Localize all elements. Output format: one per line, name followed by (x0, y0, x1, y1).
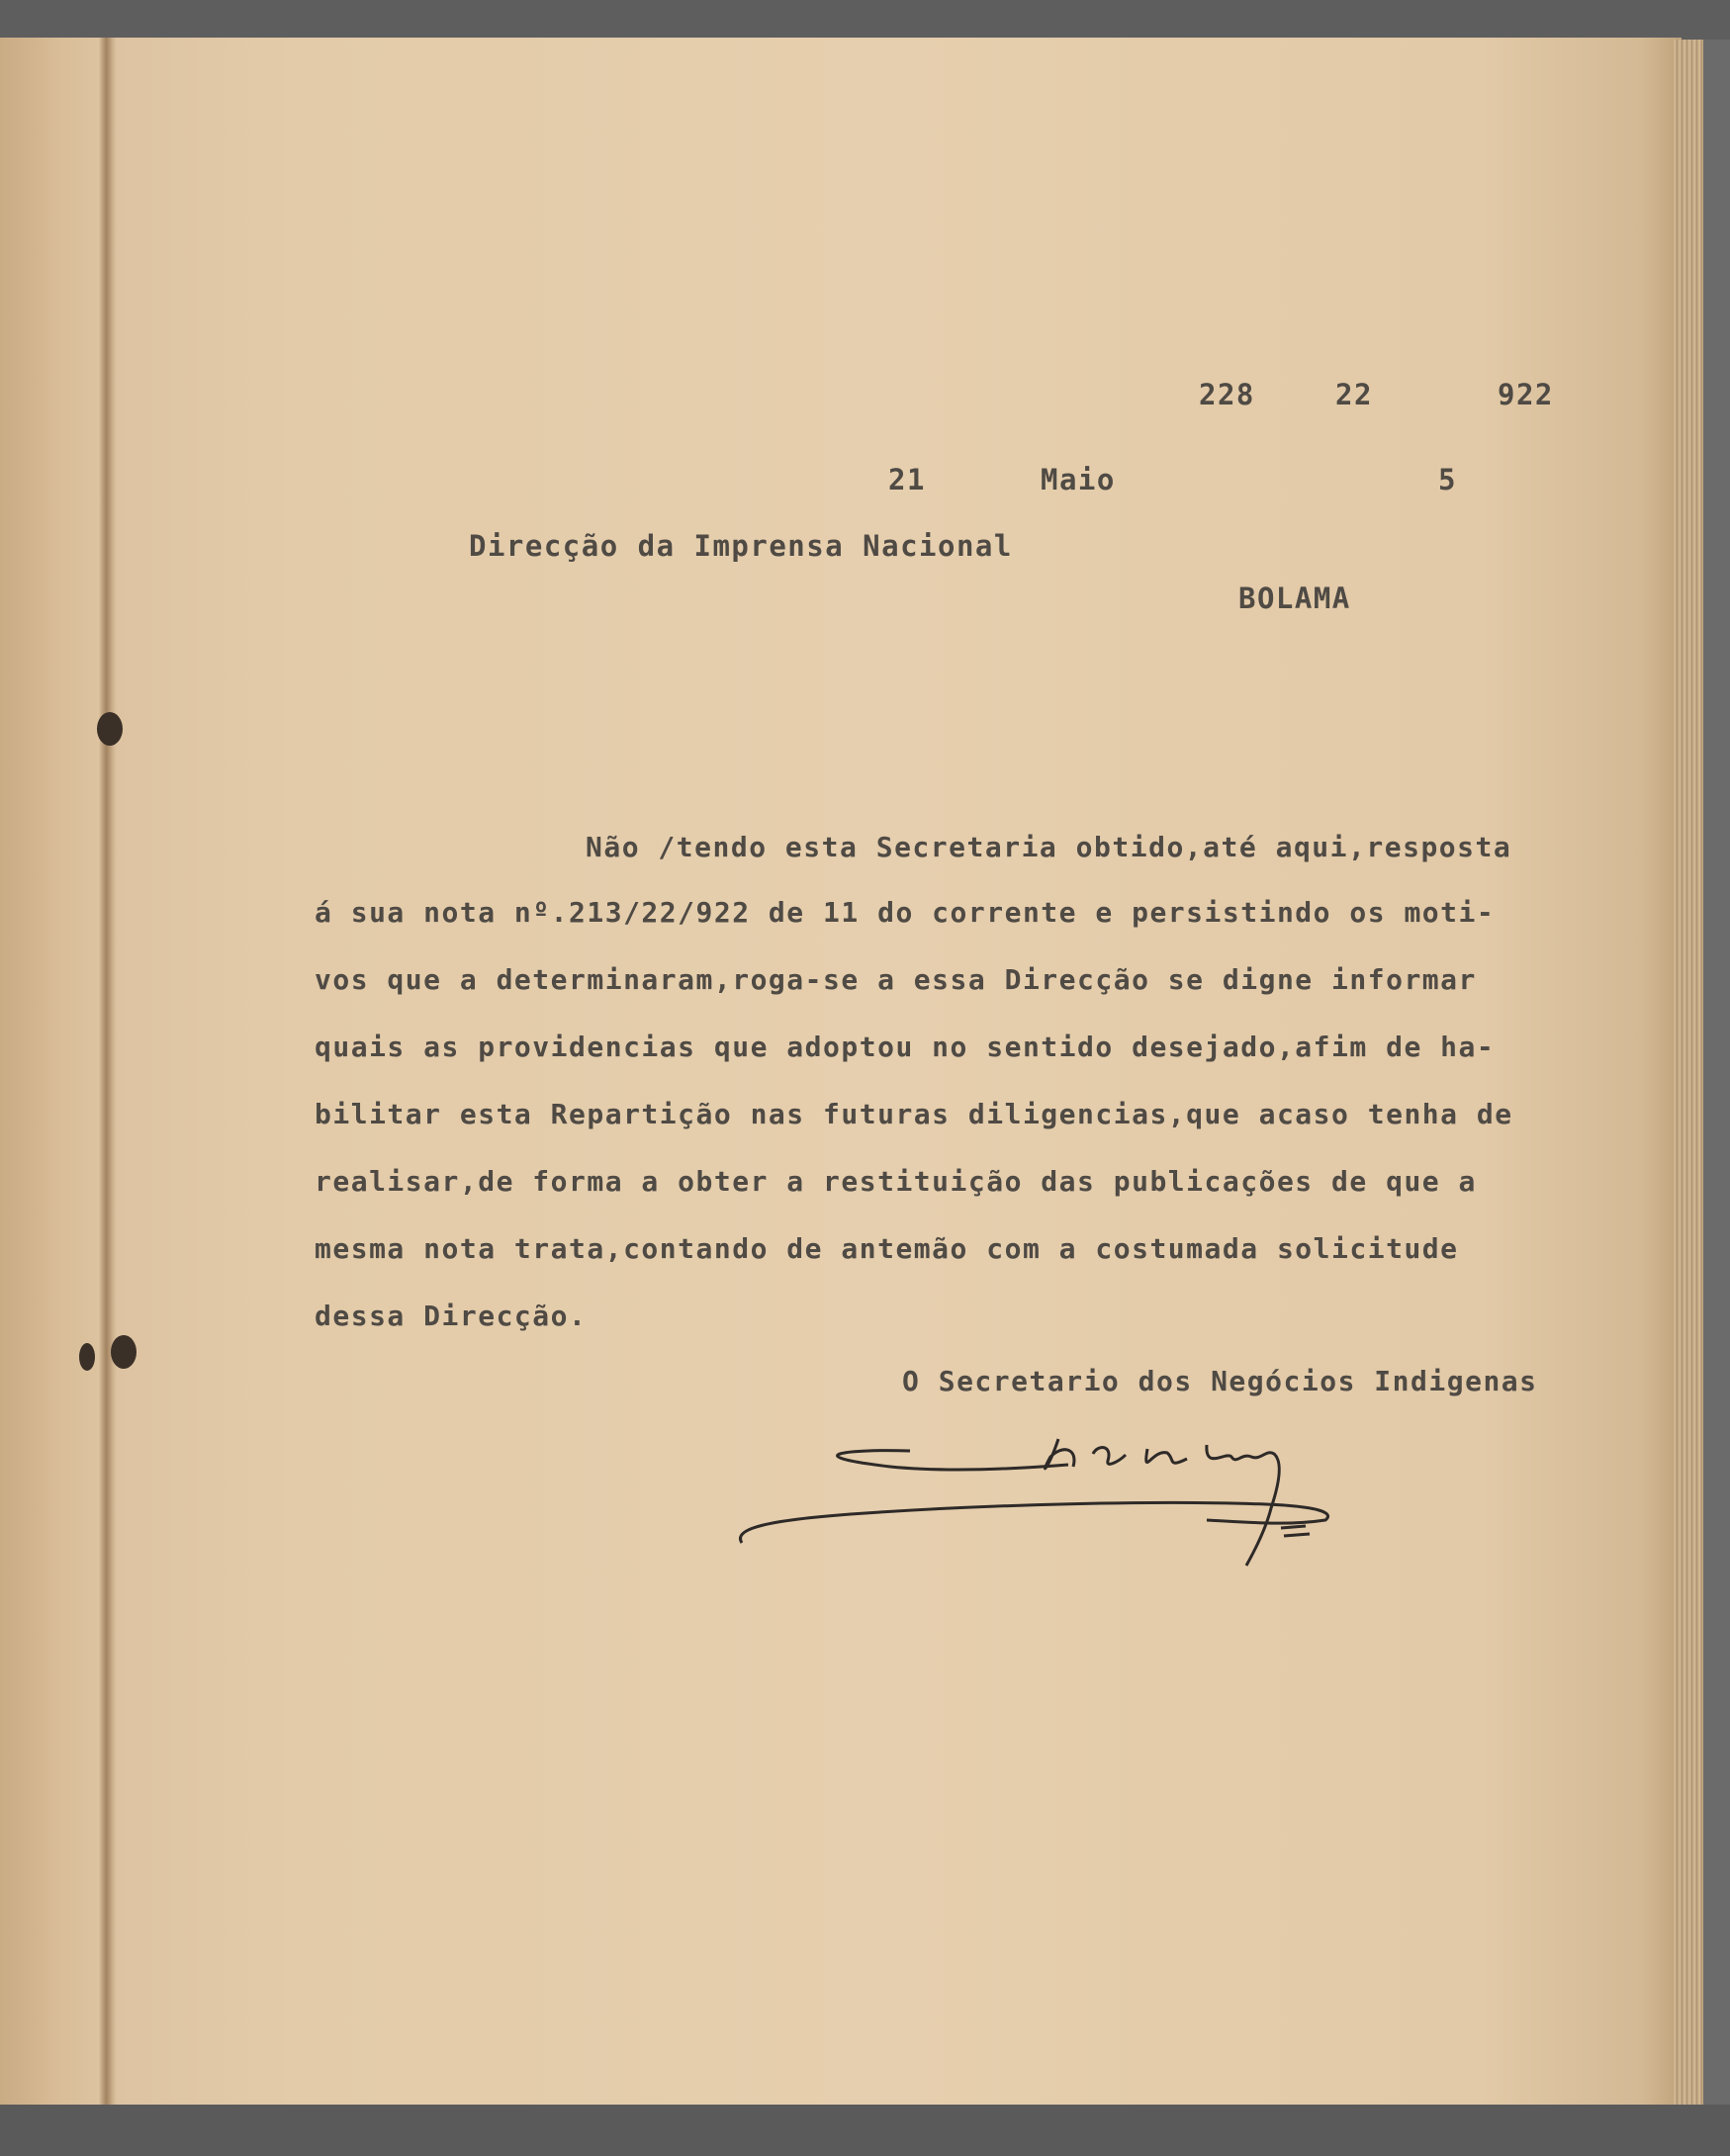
body-line-8: dessa Direcção. (315, 1300, 588, 1332)
date-number: 5 (1438, 463, 1457, 496)
body-line-6: realisar,de forma a obter a restituição das publicações de que a (315, 1165, 1477, 1198)
body-line-1: Não /tendo esta Secretaria obtido,até aqui,resposta (586, 831, 1512, 863)
date-month: Maio (1041, 463, 1116, 496)
page-stack-edge (1674, 40, 1703, 2105)
scan-background-top (0, 0, 1730, 40)
body-line-5: bilitar esta Repartição nas futuras diligencias,que acaso tenha de (315, 1098, 1513, 1130)
handwritten-signature (732, 1409, 1424, 1582)
document-page (0, 38, 1682, 2107)
binding-hole-upper (97, 712, 123, 746)
addressee-name: Direcção da Imprensa Nacional (469, 529, 1013, 563)
ref-year: 922 (1498, 378, 1554, 411)
scan-background-bottom (0, 2105, 1730, 2156)
ref-number: 228 (1199, 378, 1255, 411)
date-day: 21 (888, 463, 926, 496)
body-line-3: vos que a determinaram,roga-se a essa Direcção se digne informar (315, 963, 1477, 996)
body-line-4: quais as providencias que adoptou no sentido desejado,afim de ha- (315, 1031, 1496, 1063)
body-line-7: mesma nota trata,contando de antemão com a costumada solicitude (315, 1232, 1459, 1265)
body-line-2: á sua nota nº.213/22/922 de 11 do corrente e persistindo os moti- (315, 896, 1496, 929)
addressee-city: BOLAMA (1238, 582, 1351, 615)
ref-series: 22 (1335, 378, 1373, 411)
binding-spine (99, 38, 113, 2107)
signatory-title: O Secretario dos Negócios Indigenas (902, 1365, 1538, 1397)
binding-hole-lower-left (79, 1343, 95, 1371)
binding-hole-lower (111, 1335, 137, 1369)
